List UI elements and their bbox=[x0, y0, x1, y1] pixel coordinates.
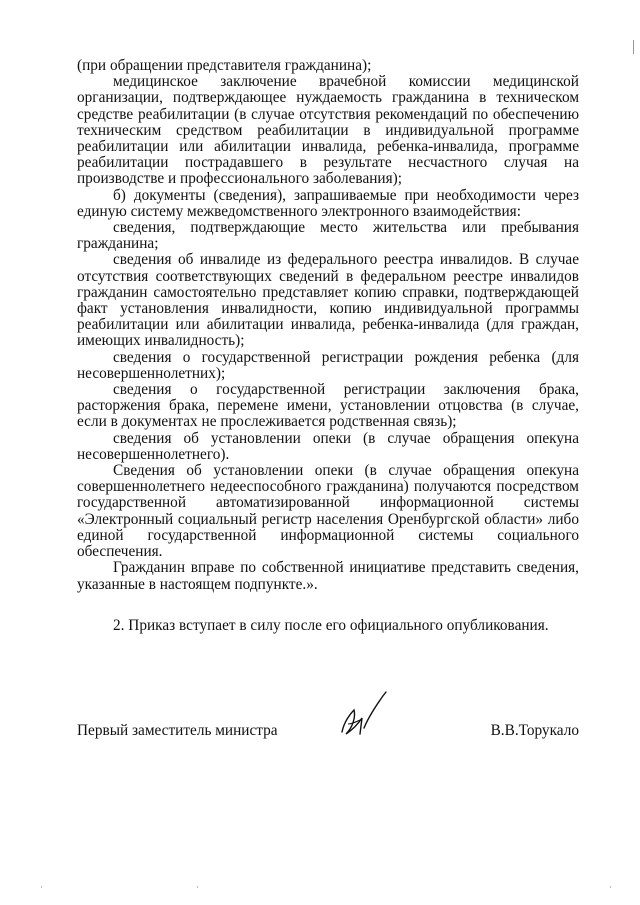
signatory-position: Первый заместитель министра bbox=[77, 722, 278, 739]
scan-edge-mark bbox=[633, 40, 634, 54]
paragraph-residence: сведения, подтверждающие место жительства или пребывания гражданина; bbox=[77, 219, 579, 253]
scan-speck bbox=[197, 886, 198, 888]
signatory-name: В.В.Торукало bbox=[490, 722, 579, 739]
signature-block bbox=[77, 723, 579, 739]
paragraph-guardianship-minor: сведения об установлении опеки (в случае обращения опекуна несовершеннолетнего). bbox=[77, 429, 579, 463]
document-body bbox=[77, 58, 579, 634]
paragraph-interagency-documents: б) документы (сведения), запрашиваемые при необходимости через единую систему межведомственного электронного взаимодействия: bbox=[77, 186, 579, 220]
scan-speck bbox=[41, 886, 42, 888]
paragraph-representative: (при обращении представителя гражданина); bbox=[77, 57, 372, 74]
scan-speck bbox=[610, 886, 611, 888]
paragraph-guardianship-adult: Сведения об установлении опеки (в случае обращения опекуна совершеннолетнего недееспособного гражданина) получаются посредством государственной автоматизированной информационной системы «Электронный социальный регистр населения Оренбургской области» либо единой государственной информационной системы социального обеспечения. bbox=[77, 462, 579, 561]
paragraph-order-effective: 2. Приказ вступает в силу после его официального опубликования. bbox=[113, 616, 549, 634]
paragraph-disability-registry: сведения об инвалиде из федерального реестра инвалидов. В случае отсутствия соответствующих сведений в федеральном реестре инвалидов гражданин самостоятельно представляет копию справки, подтверждающей факт установления инвалидности, копию индивидуальной программы реабилитации или абилитации инвалида, ребенка-инвалида (для граждан, имеющих инвалидность); bbox=[77, 251, 579, 350]
paragraph-medical-conclusion: медицинское заключение врачебной комиссии медицинской организации, подтверждающее нуждаемость гражданина в техническом средстве реабилитации (в случае отсутствия рекомендаций по обеспечению техническим средством реабилитации в индивидуальной программе реабилитации или абилитации инвалида, ребенка-инвалида, программе реабилитации пострадавшего в результате несчастного случая на производстве и профессионального заболевания); bbox=[77, 73, 579, 188]
paragraph-marriage-registration: сведения о государственной регистрации заключения брака, расторжения брака, перемене имени, установлении отцовства (в случае, если в документах не прослеживается родственная связь); bbox=[77, 381, 579, 431]
handwritten-signature bbox=[334, 688, 394, 748]
paragraph-birth-registration: сведения о государственной регистрации рождения ребенка (для несовершеннолетних); bbox=[77, 348, 579, 382]
paragraph-own-initiative: Гражданин вправе по собственной инициативе представить сведения, указанные в настоящем подпункте.». bbox=[77, 559, 579, 593]
